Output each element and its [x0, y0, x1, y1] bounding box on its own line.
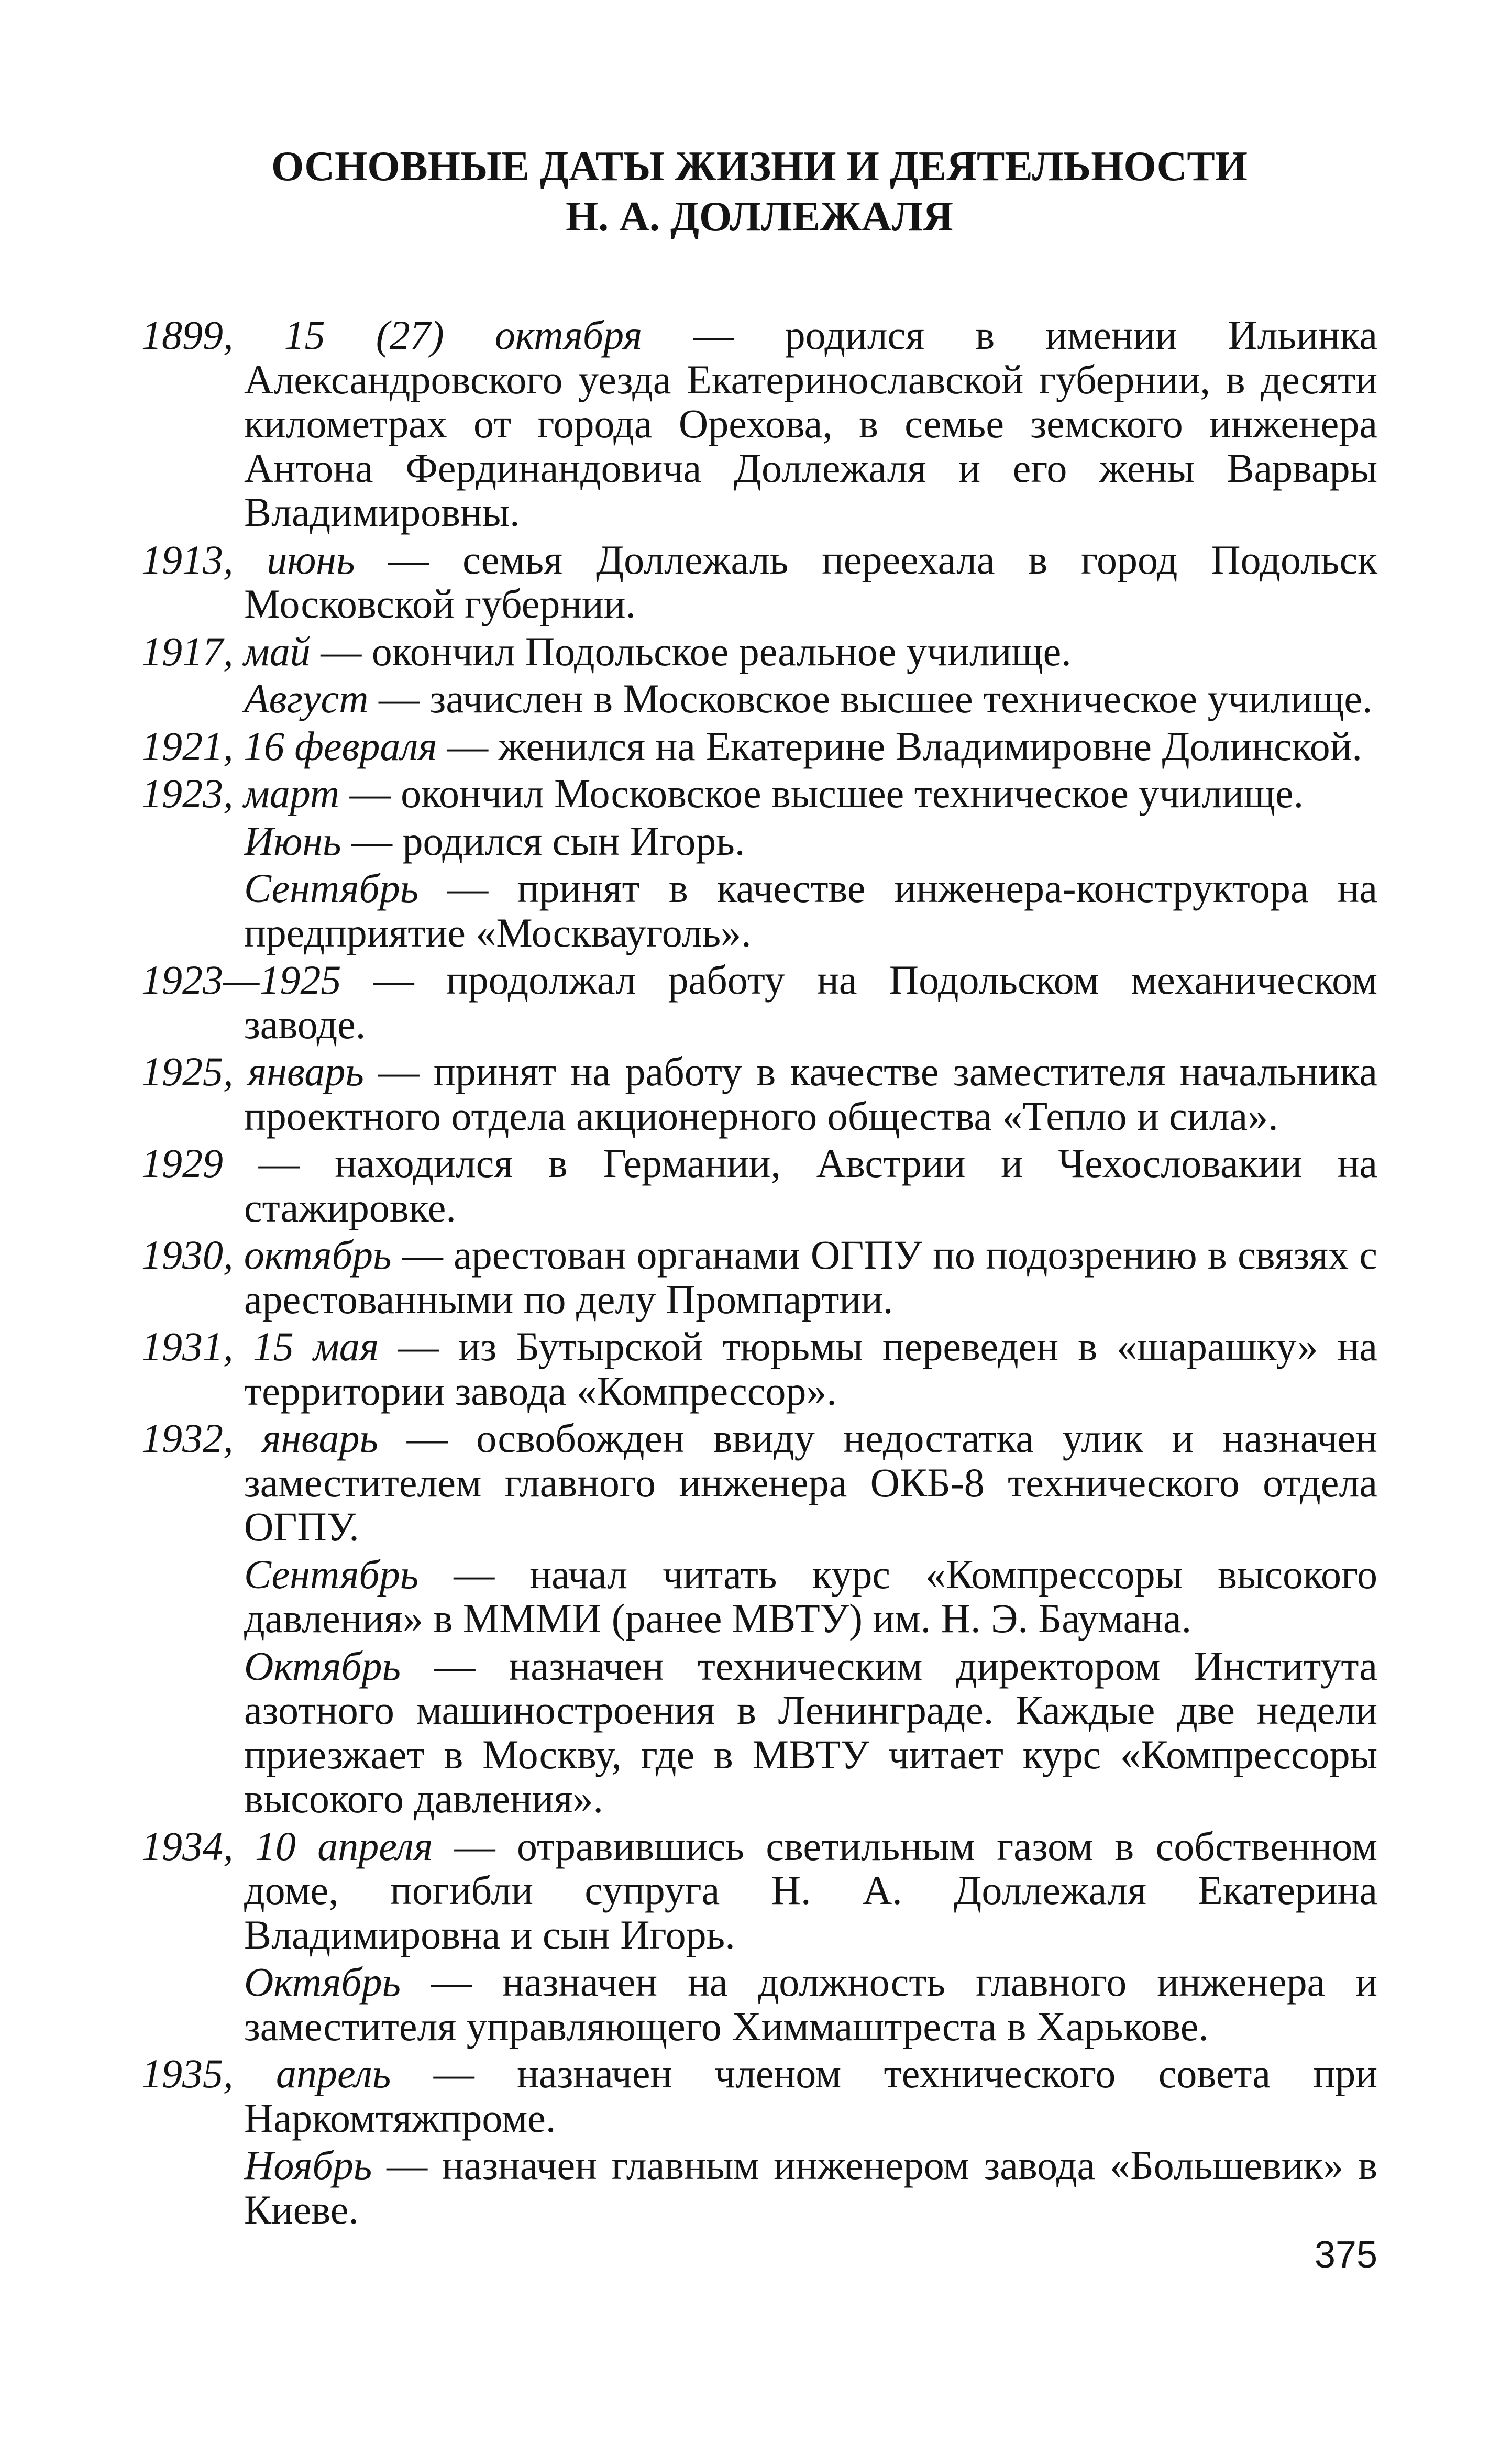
chronology-entry: [141, 724, 1377, 769]
entry-text: — назначен главным инженером завода «Большевик» в Киеве.: [244, 2142, 1377, 2232]
chronology-entry: [141, 1233, 1377, 1322]
entry-text: — начал читать курс «Компрессоры высокого давления» в МММИ (ранее МВТУ) им. Н. Э. Баумана.: [244, 1551, 1377, 1641]
chronology-entry: [141, 1141, 1377, 1230]
document-page: [141, 141, 1377, 2235]
entry-date: Октябрь: [244, 1959, 401, 2005]
chronology-entry: [141, 1416, 1377, 1549]
chronology-entry: [141, 313, 1377, 535]
chronology-entry: [141, 1325, 1377, 1413]
entry-date: Июнь: [244, 818, 341, 864]
entry-text: — окончил Подольское реальное училище.: [310, 628, 1072, 674]
entry-date: 1932, январь: [141, 1415, 378, 1461]
chronology-entry: [141, 1824, 1377, 1957]
chronology-entry: [141, 772, 1377, 816]
entry-text: — принят в качестве инженера-конструктора на предприятие «Москвауголь».: [244, 865, 1377, 955]
page-number: 375: [1314, 2234, 1377, 2276]
entry-text: — отравившись светильным газом в собственном доме, погибли супруга Н. А. Доллежаля Екатерина Владимировна и сын Игорь.: [244, 1823, 1377, 1957]
chronology-subentry: [141, 1553, 1377, 1641]
chronology-subentry: [141, 1644, 1377, 1821]
entry-text: — находился в Германии, Австрии и Чехословакии на стажировке.: [223, 1140, 1377, 1230]
page-title: [141, 141, 1377, 242]
title-line-2: Н. А. ДОЛЛЕЖАЛЯ: [565, 194, 954, 240]
entry-text: — освобожден ввиду недостатка улик и назначен заместителем главного инженера ОКБ-8 технического отдела ОГПУ.: [244, 1415, 1378, 1549]
entry-date: 1923—1925: [141, 957, 341, 1003]
entry-date: 1930, октябрь: [141, 1232, 392, 1278]
entry-text: — продолжал работу на Подольском механическом заводе.: [244, 957, 1377, 1047]
entry-date: 1917, май: [141, 628, 311, 674]
entry-date: 1935, апрель: [141, 2051, 391, 2096]
chronology-subentry: [141, 2143, 1377, 2232]
entry-text: — родился в имении Ильинка Александровского уезда Екатеринославской губернии, в десяти километрах от города Орехова, в семье земского инженера Антона Фердинандовича Доллежаля и его жены Варвары Владимировны.: [244, 312, 1377, 535]
entry-text: — назначен на должность главного инженера и заместителя управляющего Химмаштреста в Харькове.: [244, 1959, 1377, 2049]
entry-text: — арестован органами ОГПУ по подозрению в связях с арестованными по делу Промпартии.: [244, 1232, 1377, 1322]
chronology-entry: [141, 630, 1377, 674]
chronology-subentry: [141, 866, 1377, 955]
chronology-list: [141, 313, 1377, 2232]
entry-text: — из Бутырской тюрьмы переведен в «шарашку» на территории завода «Компрессор».: [244, 1324, 1377, 1414]
entry-date: 1923, март: [141, 771, 340, 816]
entry-date: Сентябрь: [244, 865, 419, 911]
chronology-entry: [141, 2052, 1377, 2140]
chronology-subentry: [141, 819, 1377, 864]
entry-date: 1921, 16 февраля: [141, 723, 437, 769]
entry-date: 1929: [141, 1140, 223, 1186]
entry-date: 1913, июнь: [141, 536, 355, 582]
entry-date: Ноябрь: [244, 2142, 372, 2188]
entry-text: — женился на Екатерине Владимировне Долинской.: [437, 723, 1362, 769]
chronology-subentry: [141, 1960, 1377, 2049]
entry-date: 1934, 10 апреля: [141, 1823, 433, 1869]
entry-text: — окончил Московское высшее техническое училище.: [339, 771, 1304, 816]
entry-text: — родился сын Игорь.: [341, 818, 745, 864]
entry-date: 1925, январь: [141, 1049, 364, 1094]
entry-date: 1899, 15 (27) октября: [141, 312, 643, 358]
entry-text: — зачислен в Московское высшее техническое училище.: [368, 676, 1373, 721]
entry-date: Сентябрь: [244, 1551, 419, 1597]
entry-text: — семья Доллежаль переехала в город Подольск Московской губернии.: [244, 536, 1377, 626]
chronology-subentry: [141, 677, 1377, 721]
title-line-1: ОСНОВНЫЕ ДАТЫ ЖИЗНИ И ДЕЯТЕЛЬНОСТИ: [271, 144, 1248, 190]
entry-date: 1931, 15 мая: [141, 1324, 379, 1369]
entry-date: Август: [244, 676, 369, 721]
entry-date: Октябрь: [244, 1643, 401, 1689]
entry-text: — принят на работу в качестве заместителя начальника проектного отдела акционерного общества «Тепло и сила».: [244, 1049, 1377, 1139]
chronology-entry: [141, 538, 1377, 626]
entry-text: — назначен техническим директором Института азотного машиностроения в Ленинграде. Каждые две недели приезжает в Москву, где в МВТУ читает курс «Компрессоры высокого давления».: [244, 1643, 1377, 1821]
chronology-entry: [141, 958, 1377, 1047]
entry-text: — назначен членом технического совета при Наркомтяжпроме.: [244, 2051, 1377, 2141]
chronology-entry: [141, 1050, 1377, 1138]
